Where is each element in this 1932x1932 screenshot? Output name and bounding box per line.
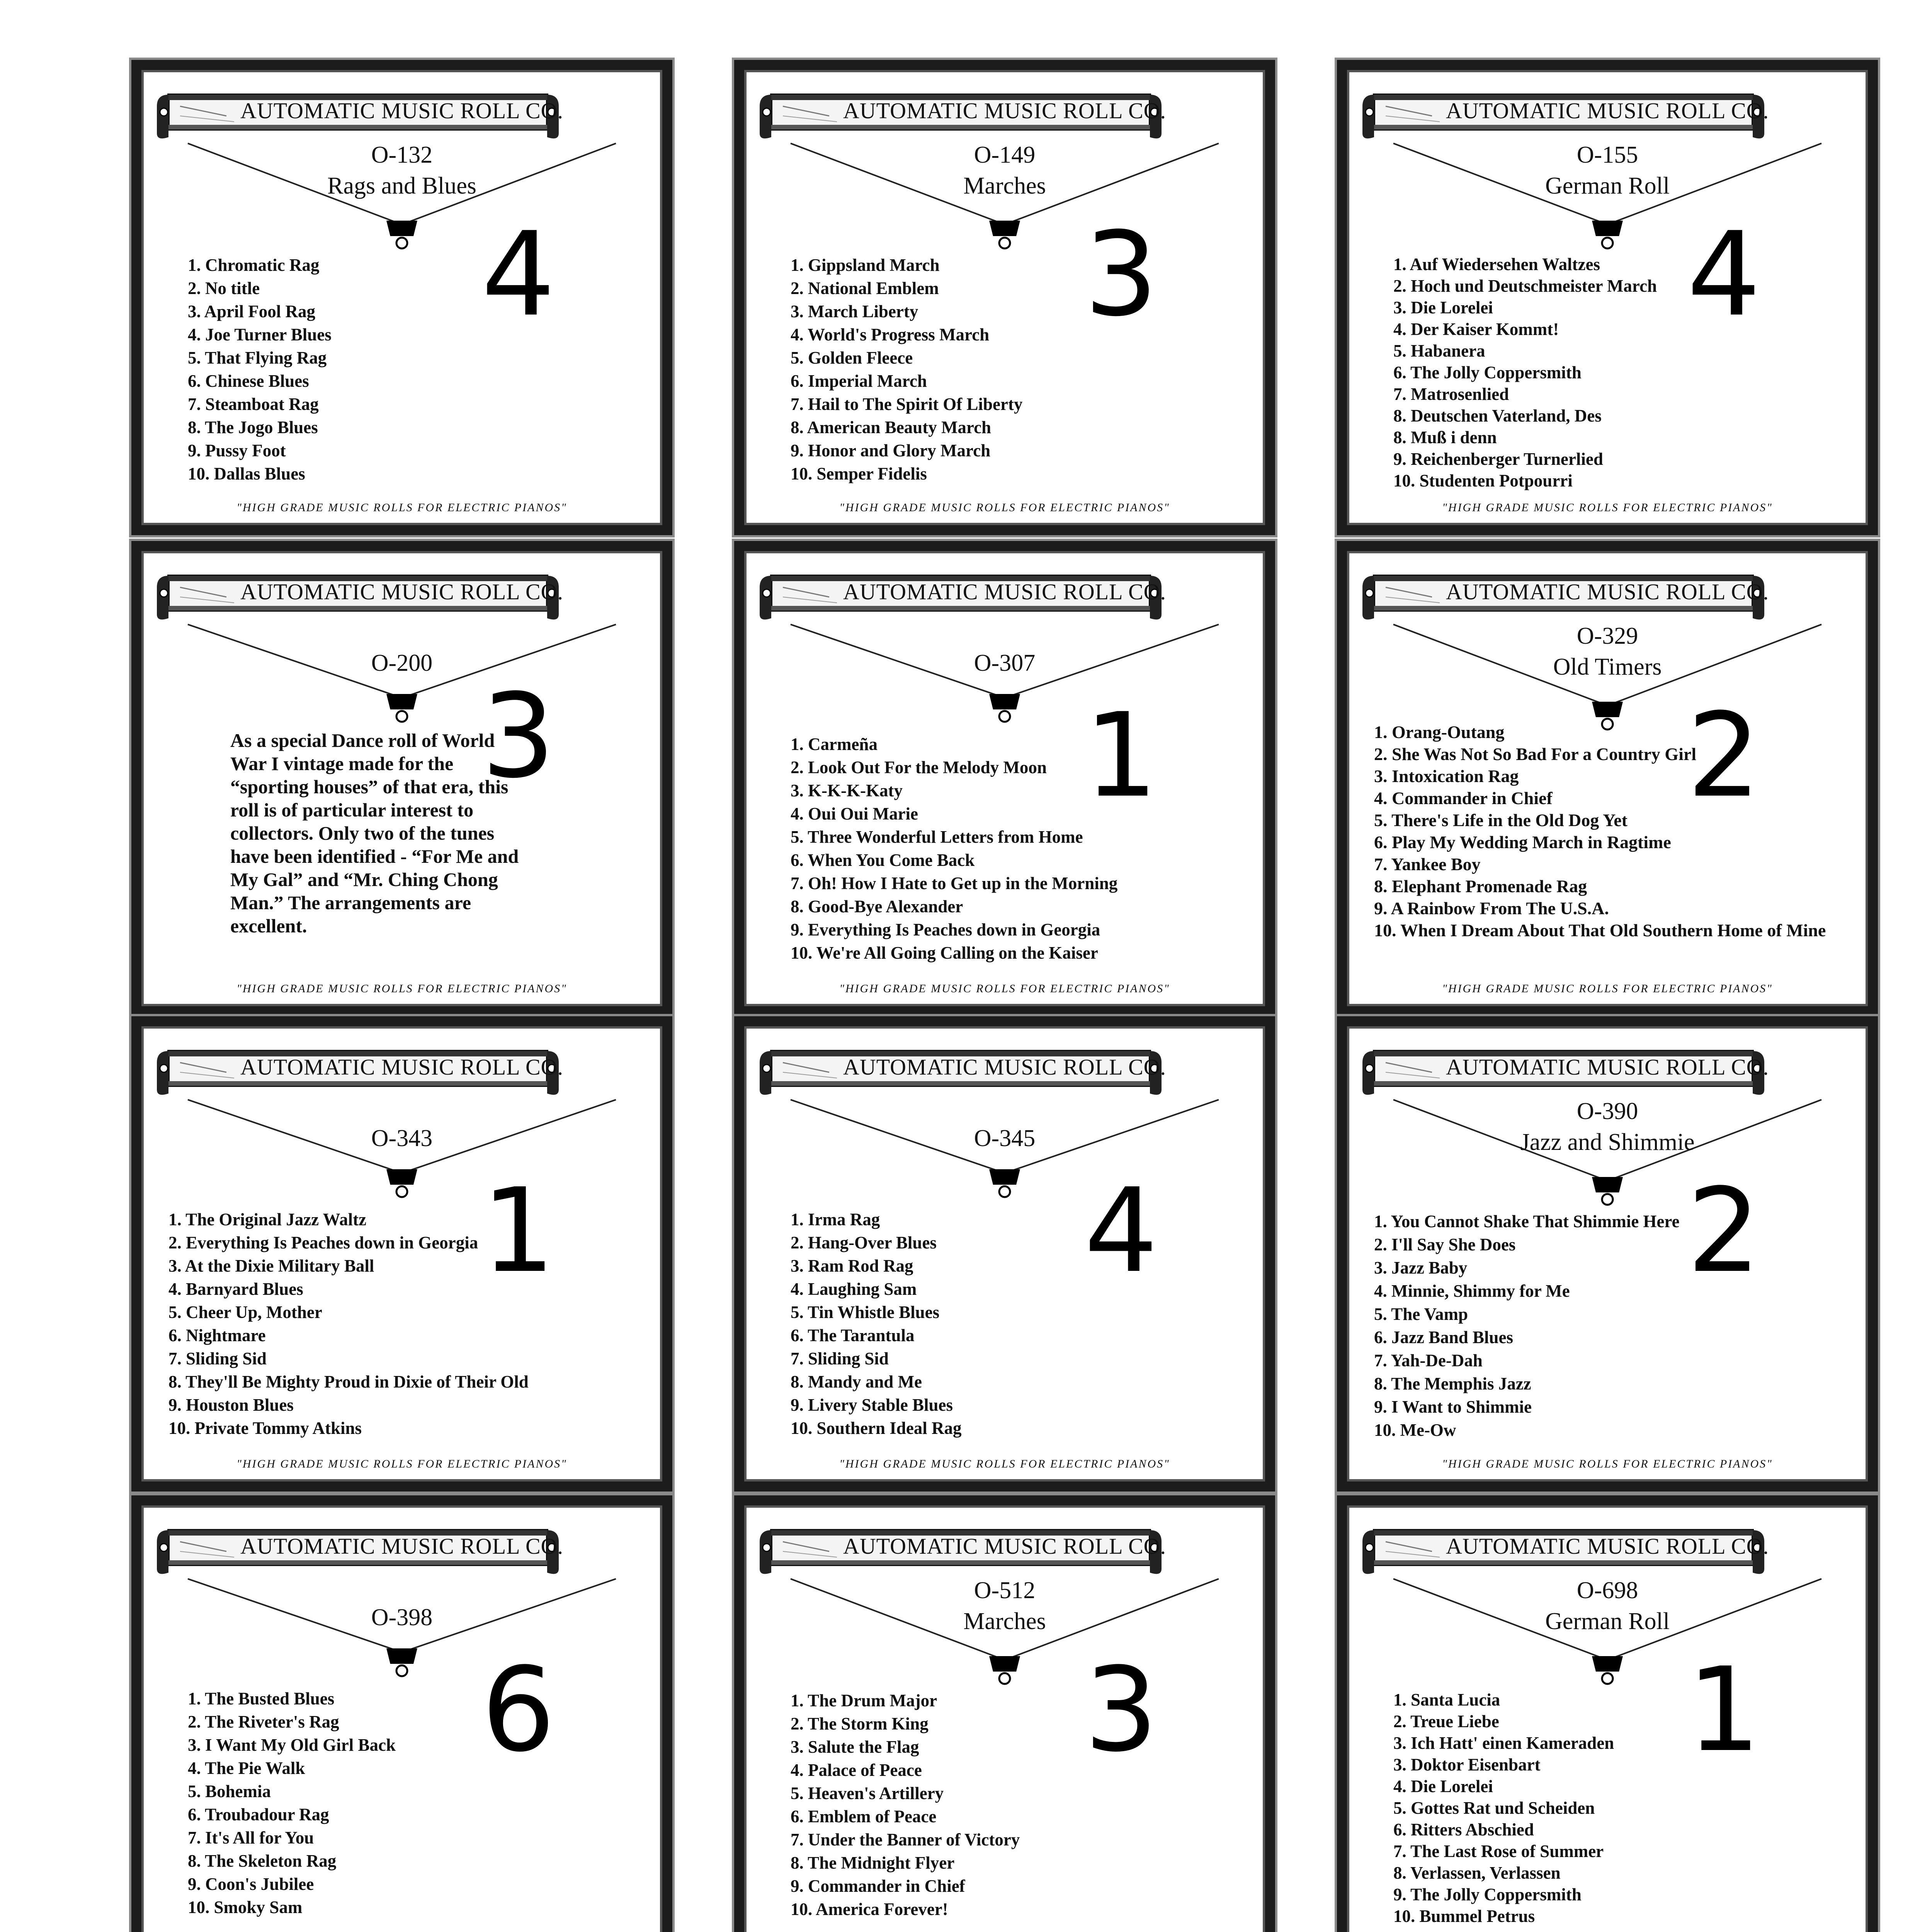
roll-number: O-512 (974, 1577, 1036, 1604)
track-item: 8. The Skeleton Rag (188, 1851, 337, 1871)
track-item: 5. Three Wonderful Letters from Home (791, 827, 1083, 847)
track-item: 9. Everything Is Peaches down in Georgia (791, 920, 1100, 939)
track-item: 6. Imperial March (791, 371, 927, 391)
roll-description: As a special Dance roll of World War I vintage made for the “sporting houses” of that era, this roll is of particular interest to collectors. Only two of the tunes have been identified - “For Me and My Gal” and “Mr. Ching Chong Man.” The arrangements are excellent. (230, 730, 519, 937)
track-item: 2. Treue Liebe (1393, 1712, 1499, 1731)
track-list (188, 1687, 396, 1919)
track-item: 8. American Beauty March (791, 418, 992, 437)
track-item: 9. Houston Blues (168, 1395, 294, 1415)
track-item: 4. The Pie Walk (188, 1759, 305, 1778)
track-item: 3. Salute the Flag (791, 1737, 919, 1757)
track-item: 5. There's Life in the Old Dog Yet (1374, 810, 1628, 830)
company-name: AUTOMATIC MUSIC ROLL CO. (1446, 1054, 1769, 1080)
track-item: 1. Chromatic Rag (188, 255, 320, 275)
handwritten-quantity: 6 (481, 1643, 555, 1777)
track-item: 8. The Memphis Jazz (1374, 1374, 1531, 1393)
track-item: 5. Tin Whistle Blues (791, 1303, 940, 1322)
handwritten-quantity: 1 (1084, 688, 1158, 823)
track-item: 1. The Busted Blues (188, 1689, 335, 1708)
track-item: 6. Ritters Abschied (1393, 1820, 1534, 1839)
track-item: 3. Die Lorelei (1393, 298, 1493, 317)
music-roll-label (1337, 1016, 1878, 1492)
track-item: 6. Emblem of Peace (791, 1807, 937, 1826)
track-item: 2. I'll Say She Does (1374, 1235, 1516, 1254)
company-name: AUTOMATIC MUSIC ROLL CO. (240, 1054, 564, 1080)
track-item: 3. Intoxication Rag (1374, 766, 1519, 786)
track-item: 5. The Vamp (1374, 1304, 1468, 1324)
roll-subtitle: German Roll (1545, 1608, 1670, 1634)
label-footer: "HIGH GRADE MUSIC ROLLS FOR ELECTRIC PIANOS" (1442, 1458, 1773, 1470)
track-item: 9. I Want to Shimmie (1374, 1397, 1532, 1417)
roll-number: O-343 (371, 1125, 433, 1151)
track-item: 5. Golden Fleece (791, 348, 913, 367)
handwritten-quantity: 2 (1687, 688, 1761, 823)
roll-number: O-149 (974, 142, 1036, 168)
company-name: AUTOMATIC MUSIC ROLL CO. (240, 98, 564, 123)
track-item: 1. Irma Rag (791, 1210, 880, 1229)
track-item: 3. Doktor Eisenbart (1393, 1755, 1541, 1774)
track-item: 4. Commander in Chief (1374, 788, 1553, 808)
track-item: 3. Ich Hatt' einen Kameraden (1393, 1733, 1614, 1753)
roll-subtitle: Marches (963, 1608, 1046, 1634)
handwritten-quantity: 2 (1687, 1163, 1761, 1298)
track-item: 1. Santa Lucia (1393, 1690, 1500, 1709)
track-item: 7. Under the Banner of Victory (791, 1830, 1020, 1849)
track-item: 10. Dallas Blues (188, 464, 305, 483)
track-list (791, 253, 1022, 485)
track-item: 8. The Jogo Blues (188, 418, 318, 437)
track-item: 4. Joe Turner Blues (188, 325, 332, 344)
track-list (791, 733, 1117, 964)
company-name: AUTOMATIC MUSIC ROLL CO. (1446, 98, 1769, 123)
track-item: 7. Sliding Sid (168, 1349, 267, 1368)
label-footer: "HIGH GRADE MUSIC ROLLS FOR ELECTRIC PIANOS" (839, 982, 1170, 995)
track-item: 3. March Liberty (791, 302, 918, 321)
roll-subtitle: Jazz and Shimmie (1520, 1129, 1695, 1155)
roll-number: O-200 (371, 650, 433, 676)
track-item: 2. Everything Is Peaches down in Georgia (168, 1233, 478, 1252)
track-list (1374, 721, 1845, 941)
music-roll-label (1337, 541, 1878, 1016)
handwritten-quantity: 1 (481, 1163, 555, 1298)
track-item: 7. The Last Rose of Summer (1393, 1842, 1604, 1861)
company-name: AUTOMATIC MUSIC ROLL CO. (240, 579, 564, 604)
track-list (1393, 253, 1657, 492)
roll-number: O-398 (371, 1604, 433, 1631)
track-item: 2. The Riveter's Rag (188, 1712, 339, 1731)
label-footer: "HIGH GRADE MUSIC ROLLS FOR ELECTRIC PIANOS" (236, 501, 567, 514)
track-item: 5. Gottes Rat und Scheiden (1393, 1798, 1595, 1818)
handwritten-quantity: 4 (1687, 207, 1761, 342)
track-item: 9. Pussy Foot (188, 441, 286, 460)
track-item: 4. Palace of Peace (791, 1760, 922, 1780)
track-item: 5. Cheer Up, Mother (168, 1303, 322, 1322)
roll-subtitle: German Roll (1545, 173, 1670, 199)
track-item: 10. America Forever! (791, 1900, 948, 1919)
track-item: 1. Orang-Outang (1374, 722, 1505, 742)
track-list (168, 1208, 529, 1440)
track-item: 5. That Flying Rag (188, 348, 327, 367)
roll-number: O-307 (974, 650, 1036, 676)
track-item: 9. Reichenberger Turnerlied (1393, 449, 1603, 469)
company-name: AUTOMATIC MUSIC ROLL CO. (843, 1054, 1167, 1080)
track-item: 7. Sliding Sid (791, 1349, 889, 1368)
track-item: 1. Gippsland March (791, 255, 940, 275)
track-item: 1. Carmeña (791, 735, 878, 754)
company-name: AUTOMATIC MUSIC ROLL CO. (1446, 1534, 1769, 1559)
handwritten-quantity: 1 (1687, 1643, 1761, 1777)
track-item: 7. Yah-De-Dah (1374, 1351, 1483, 1370)
track-item: 8. Verlassen, Verlassen (1393, 1863, 1561, 1883)
track-item: 7. Steamboat Rag (188, 395, 319, 414)
track-item: 4. Der Kaiser Kommt! (1393, 320, 1559, 339)
track-item: 9. Coon's Jubilee (188, 1874, 314, 1894)
track-item: 10. Me-Ow (1374, 1420, 1456, 1440)
handwritten-quantity: 4 (481, 207, 555, 342)
track-item: 4. World's Progress March (791, 325, 990, 344)
track-item: 10. Semper Fidelis (791, 464, 927, 483)
track-item: 6. The Tarantula (791, 1326, 915, 1345)
music-roll-label (734, 1495, 1275, 1932)
track-item: 7. Matrosenlied (1393, 384, 1509, 404)
track-list (188, 253, 332, 485)
label-footer: "HIGH GRADE MUSIC ROLLS FOR ELECTRIC PIANOS" (1442, 982, 1773, 995)
track-item: 9. A Rainbow From The U.S.A. (1374, 898, 1609, 918)
track-item: 4. Die Lorelei (1393, 1777, 1493, 1796)
company-name: AUTOMATIC MUSIC ROLL CO. (843, 579, 1167, 604)
track-item: 9. Livery Stable Blues (791, 1395, 953, 1415)
track-item: 3. Jazz Baby (1374, 1258, 1468, 1277)
track-item: 6. Jazz Band Blues (1374, 1328, 1514, 1347)
handwritten-quantity: 3 (1084, 1643, 1158, 1777)
roll-subtitle: Old Timers (1553, 654, 1662, 680)
company-name: AUTOMATIC MUSIC ROLL CO. (240, 1534, 564, 1559)
track-item: 10. Studenten Potpourri (1393, 471, 1573, 490)
track-item: 10. When I Dream About That Old Southern Home of Mine (1374, 920, 1826, 940)
music-roll-label (1337, 1495, 1878, 1932)
track-item: 4. Oui Oui Marie (791, 804, 918, 823)
music-roll-label (734, 60, 1275, 535)
roll-number: O-698 (1577, 1577, 1638, 1604)
track-list (1393, 1689, 1614, 1927)
handwritten-quantity: 3 (1084, 207, 1158, 342)
music-roll-label (131, 541, 672, 1016)
track-item: 2. No title (188, 279, 260, 298)
label-footer: "HIGH GRADE MUSIC ROLLS FOR ELECTRIC PIANOS" (839, 501, 1170, 514)
roll-number: O-329 (1577, 623, 1638, 649)
track-list (1374, 1210, 1680, 1442)
track-item: 2. Hoch und Deutschmeister March (1393, 276, 1657, 296)
music-roll-label (131, 60, 672, 535)
track-item: 1. You Cannot Shake That Shimmie Here (1374, 1212, 1680, 1231)
track-item: 1. Auf Wiedersehen Waltzes (1393, 255, 1600, 274)
music-roll-label (734, 541, 1275, 1016)
roll-number: O-390 (1577, 1098, 1638, 1124)
track-item: 9. Commander in Chief (791, 1876, 965, 1896)
track-item: 2. Look Out For the Melody Moon (791, 758, 1047, 777)
roll-subtitle: Marches (963, 173, 1046, 199)
company-name: AUTOMATIC MUSIC ROLL CO. (1446, 579, 1769, 604)
roll-number: O-345 (974, 1125, 1036, 1151)
music-roll-label (734, 1016, 1275, 1492)
music-roll-label (131, 1495, 672, 1932)
company-name: AUTOMATIC MUSIC ROLL CO. (843, 1534, 1167, 1559)
track-item: 9. Honor and Glory March (791, 441, 991, 460)
track-item: 3. I Want My Old Girl Back (188, 1735, 396, 1755)
handwritten-quantity: 4 (1084, 1163, 1158, 1298)
track-item: 7. Yankee Boy (1374, 854, 1481, 874)
track-item: 4. Laughing Sam (791, 1279, 917, 1299)
track-item: 8. The Midnight Flyer (791, 1853, 955, 1872)
track-item: 4. Barnyard Blues (168, 1279, 303, 1299)
track-item: 7. It's All for You (188, 1828, 314, 1847)
label-footer: "HIGH GRADE MUSIC ROLLS FOR ELECTRIC PIANOS" (839, 1458, 1170, 1470)
track-item: 10. We're All Going Calling on the Kaiser (791, 943, 1098, 963)
track-item: 2. National Emblem (791, 279, 939, 298)
track-item: 6. When You Come Back (791, 850, 975, 870)
track-item: 10. Private Tommy Atkins (168, 1418, 362, 1438)
music-roll-label (131, 1016, 672, 1492)
track-item: 2. The Storm King (791, 1714, 929, 1733)
label-footer: "HIGH GRADE MUSIC ROLLS FOR ELECTRIC PIANOS" (1442, 501, 1773, 514)
label-footer: "HIGH GRADE MUSIC ROLLS FOR ELECTRIC PIANOS" (236, 1458, 567, 1470)
track-item: 8. Deutschen Vaterland, Des (1393, 406, 1602, 425)
track-item: 7. Oh! How I Hate to Get up in the Morning (791, 874, 1118, 893)
track-item: 6. Nightmare (168, 1326, 266, 1345)
track-item: 3. Ram Rod Rag (791, 1256, 913, 1276)
track-item: 2. She Was Not So Bad For a Country Girl (1374, 744, 1697, 764)
track-item: 8. They'll Be Mighty Proud in Dixie of Their Old (168, 1372, 529, 1391)
track-item: 8. Muß i denn (1393, 428, 1497, 447)
track-item: 10. Bummel Petrus (1393, 1906, 1535, 1926)
track-item: 10. Smoky Sam (188, 1898, 303, 1917)
music-roll-label (1337, 60, 1878, 535)
track-list (791, 1208, 962, 1440)
roll-subtitle: Rags and Blues (327, 173, 476, 199)
track-item: 8. Good-Bye Alexander (791, 897, 963, 916)
track-item: 10. Southern Ideal Rag (791, 1418, 962, 1438)
track-item: 7. Hail to The Spirit Of Liberty (791, 395, 1023, 414)
track-item: 3. April Fool Rag (188, 302, 316, 321)
track-item: 3. At the Dixie Military Ball (168, 1256, 374, 1276)
track-item: 6. Play My Wedding March in Ragtime (1374, 832, 1671, 852)
handwritten-quantity: 3 (481, 669, 555, 804)
track-item: 6. The Jolly Coppersmith (1393, 363, 1582, 382)
track-item: 3. K-K-K-Katy (791, 781, 903, 800)
roll-number: O-155 (1577, 142, 1638, 168)
track-item: 1. The Drum Major (791, 1691, 937, 1710)
label-footer: "HIGH GRADE MUSIC ROLLS FOR ELECTRIC PIANOS" (236, 982, 567, 995)
track-item: 5. Bohemia (188, 1782, 271, 1801)
track-item: 6. Chinese Blues (188, 371, 309, 391)
track-item: 2. Hang-Over Blues (791, 1233, 937, 1252)
track-item: 4. Minnie, Shimmy for Me (1374, 1281, 1570, 1301)
roll-number: O-132 (371, 142, 433, 168)
track-item: 1. The Original Jazz Waltz (168, 1210, 367, 1229)
company-name: AUTOMATIC MUSIC ROLL CO. (843, 98, 1167, 123)
track-item: 6. Troubadour Rag (188, 1805, 329, 1824)
track-item: 5. Habanera (1393, 341, 1485, 361)
track-list (791, 1689, 1020, 1921)
track-item: 8. Mandy and Me (791, 1372, 922, 1391)
track-item: 8. Elephant Promenade Rag (1374, 876, 1587, 896)
track-item: 5. Heaven's Artillery (791, 1784, 944, 1803)
track-item: 9. The Jolly Coppersmith (1393, 1885, 1582, 1904)
